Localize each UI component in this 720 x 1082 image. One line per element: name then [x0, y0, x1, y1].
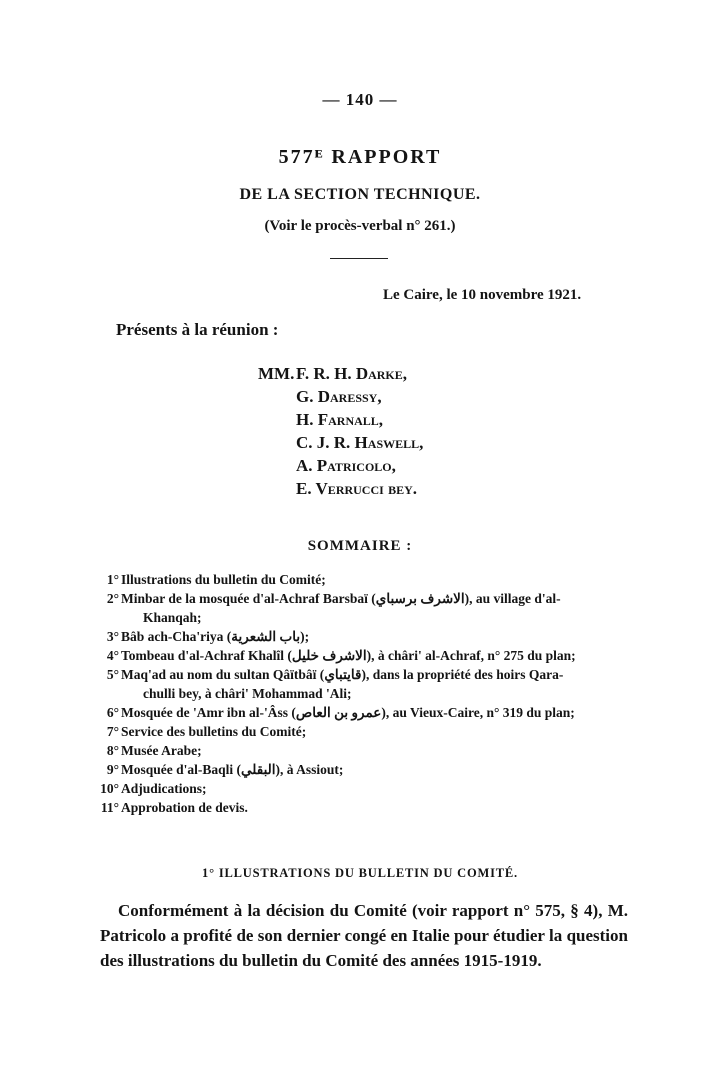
summary-item-number: 11°	[100, 800, 119, 815]
proces-verbal-reference: (Voir le procès-verbal n° 261.)	[264, 218, 456, 234]
summary-item-text: Minbar de la mosquée d'al-Achraf Barsbaï (الاشرف برسباي), au village d'al-	[121, 591, 561, 606]
member-name: C. J. R. Haswell,	[296, 433, 424, 452]
members-list	[258, 362, 423, 500]
summary-item	[100, 570, 620, 589]
summary-item-text: Illustrations du bulletin du Comité;	[121, 572, 326, 587]
date-line: Le Caire, le 10 novembre 1921.	[383, 287, 582, 303]
summary-item-number: 1°	[106, 572, 119, 587]
summary-item-text: Bâb ach-Cha'riya (باب الشعرية);	[121, 629, 310, 644]
summary-item-number: 9°	[106, 762, 119, 777]
title-divider	[330, 258, 388, 259]
summary-item-text: Musée Arabe;	[121, 743, 202, 758]
members-prefix: MM.	[258, 364, 295, 383]
summary-list	[100, 570, 620, 817]
summary-item	[100, 703, 620, 722]
summary-item	[100, 589, 620, 627]
member-entry	[258, 431, 423, 454]
summary-item-number: 5°	[106, 667, 119, 682]
member-entry	[258, 385, 423, 408]
summary-item-text: Mosquée de 'Amr ibn al-'Âss (عمرو بن العاص), au Vieux-Caire, n° 319 du plan;	[121, 705, 575, 720]
member-entry	[258, 454, 423, 477]
summary-item	[100, 646, 620, 665]
section-title: DE LA SECTION TECHNIQUE.	[239, 186, 481, 203]
section-heading: 1° ILLUSTRATIONS DU BULLETIN DU COMITÉ.	[202, 866, 518, 880]
summary-item-text: Maq'ad au nom du sultan Qâïtbâï (قايتباي), dans la propriété des hoirs Qara-	[121, 667, 564, 682]
summary-item-number: 2°	[106, 591, 119, 606]
summary-item-number: 7°	[106, 724, 119, 739]
summary-item-text: Approbation de devis.	[121, 800, 248, 815]
member-name: H. Farnall,	[296, 410, 384, 429]
summary-item-text: Adjudications;	[121, 781, 207, 796]
member-entry	[258, 477, 423, 500]
body-paragraph: Conformément à la décision du Comité (voir rapport n° 575, § 4), M. Patricolo a profité de son dernier congé en Italie pour étudier la question des illustrations du bulletin du Comité des années 1915-1919.	[100, 901, 628, 970]
summary-item	[100, 722, 620, 741]
summary-item	[100, 627, 620, 646]
sommaire-title: SOMMAIRE :	[307, 538, 413, 554]
member-entry	[258, 408, 423, 431]
summary-item-text: Tombeau d'al-Achraf Khalîl (الاشرف خليل), à châri' al-Achraf, n° 275 du plan;	[121, 648, 576, 663]
summary-item-number: 3°	[106, 629, 119, 644]
member-name: A. Patricolo,	[296, 456, 396, 475]
member-name: G. Daressy,	[296, 387, 382, 406]
summary-item	[100, 665, 620, 703]
summary-item	[100, 798, 620, 817]
summary-item	[100, 760, 620, 779]
summary-item-continuation: chulli bey, à châri' Mohammad 'Ali;	[143, 686, 352, 701]
page-number: — 140 —	[322, 90, 398, 109]
summary-item-number: 8°	[106, 743, 119, 758]
summary-item-text: Service des bulletins du Comité;	[121, 724, 307, 739]
member-entry	[258, 362, 423, 385]
summary-item-number: 10°	[100, 781, 119, 796]
summary-item-number: 6°	[106, 705, 119, 720]
member-name: E. Verrucci bey.	[296, 479, 417, 498]
summary-item-text: Mosquée d'al-Baqli (البقلي), à Assiout;	[121, 762, 344, 777]
report-title: 577ᴱ RAPPORT	[278, 146, 442, 168]
presents-label: Présents à la réunion :	[116, 320, 279, 339]
summary-item-number: 4°	[106, 648, 119, 663]
summary-item	[100, 779, 620, 798]
summary-item-continuation: Khanqah;	[143, 610, 202, 625]
member-name: F. R. H. Darke,	[296, 364, 408, 383]
summary-item	[100, 741, 620, 760]
